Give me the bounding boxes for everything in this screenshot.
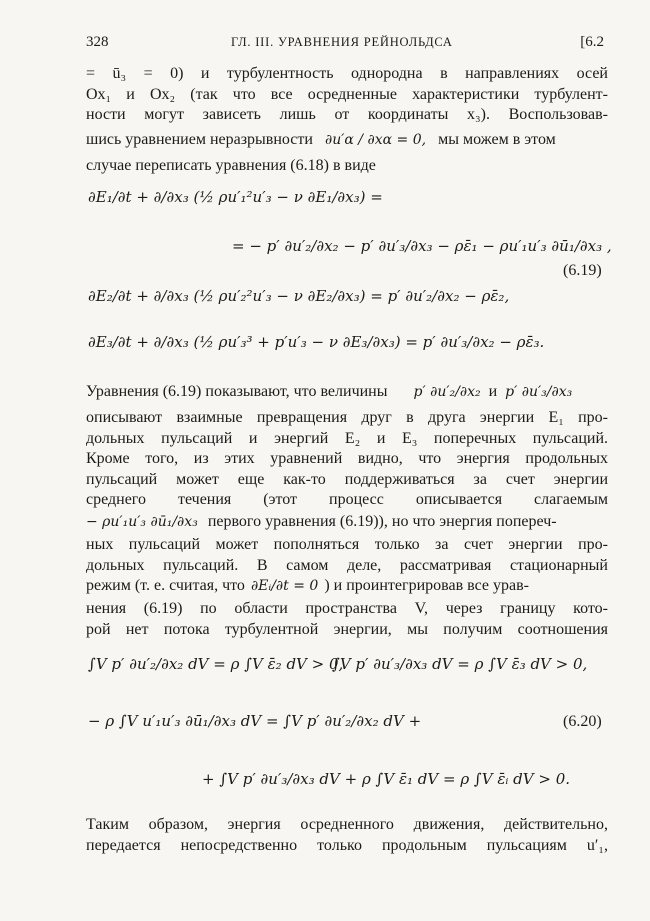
text-line: рой нет потока турбулентной энергии, мы получим соотношения xyxy=(86,620,608,638)
text-line: пульсаций может еще как-то поддерживаться за счет энергии xyxy=(86,470,608,488)
equation-label-6-20: (6.20) xyxy=(563,713,602,730)
text-line: случае переписать уравнения (6.18) в виде xyxy=(86,157,376,174)
page-header xyxy=(86,34,606,54)
text-line: нения (6.19) по области пространства V, через границу кото- xyxy=(86,600,608,617)
paragraph-intro xyxy=(86,64,608,126)
text-line: ных пульсаций может пополняться только за счет энергии про- xyxy=(86,536,608,553)
production-term-line xyxy=(86,512,608,533)
paragraph-conclusion xyxy=(86,815,608,856)
stationary-condition: ∂Eᵢ/∂t = 0 xyxy=(250,578,319,594)
equation-2: ∂E₂/∂t + ∂/∂x₃ (½ ρu′₂²u′₃ − ν ∂E₂/∂x₃) = p′ ∂u′₂/∂x₂ − ρε̄₂, xyxy=(88,287,510,305)
pressure-strain-term-2: p′ ∂u′₂/∂x₂ xyxy=(413,384,481,400)
text-line: дольных пульсаций и энергий E₂ и E₃ поперечных пульсаций. xyxy=(86,429,608,447)
paragraph-analysis xyxy=(86,408,608,511)
text-line: передается непосредственно только продольным пульсациям u′₁, xyxy=(86,836,608,854)
page-number: 328 xyxy=(86,34,109,50)
text-line: среднего течения (этот процесс описывается слагаемым xyxy=(86,491,608,509)
paragraph-analysis-first-line xyxy=(86,382,608,403)
continuity-line xyxy=(86,130,608,151)
paragraph-analysis-cont xyxy=(86,535,608,576)
integral-relation-2: ∫V p′ ∂u′₃/∂x₃ dV = ρ ∫V ε̄₃ dV > 0, xyxy=(332,655,588,673)
production-term: − ρu′₁u′₃ ∂ū₁/∂x₃ xyxy=(86,514,198,530)
text-line: Кроме того, из этих уравнений видно, что энергия продольных xyxy=(86,450,608,468)
text-line: описывают взаимные превращения друг в друга энергии E₁ про- xyxy=(86,409,608,426)
stationary-condition-line xyxy=(86,576,608,597)
pressure-strain-term-3: p′ ∂u′₃/∂x₃ xyxy=(505,384,573,400)
running-title: ГЛ. III. УРАВНЕНИЯ РЕЙНОЛЬДСА xyxy=(231,35,453,49)
paragraph-analysis-end xyxy=(86,599,608,640)
text-fragment: ) и проинтегрировав все урав- xyxy=(324,577,529,594)
text-line-wrapper xyxy=(86,156,608,177)
text-line: ности могут зависеть лишь от координаты x₃). Воспользовав- xyxy=(86,106,608,124)
continuity-equation: ∂u′α / ∂xα = 0, xyxy=(324,132,427,148)
equation-1-left: ∂E₁/∂t + ∂/∂x₃ (½ ρu′₁²u′₃ − ν ∂E₁/∂x₃) = xyxy=(88,188,383,206)
integral-relation-3: − ρ ∫V u′₁u′₃ ∂ū₁/∂x₃ dV = ∫V p′ ∂u′₂/∂x₂ dV + xyxy=(88,712,422,730)
integral-relation-1: ∫V p′ ∂u′₂/∂x₂ dV = ρ ∫V ε̄₂ dV > 0, xyxy=(88,655,344,673)
text-line: = ū₃ = 0) и турбулентность однородна в направлениях осей xyxy=(86,65,608,82)
text-line: Таким образом, энергия осредненного движения, действительно, xyxy=(86,816,608,833)
equation-3: ∂E₃/∂t + ∂/∂x₃ (½ ρu′₃³ + p′u′₃ − ν ∂E₃/∂x₃) = p′ ∂u′₃/∂x₂ − ρε̄₃. xyxy=(88,333,545,351)
integral-relation-4: + ∫V p′ ∂u′₃/∂x₃ dV + ρ ∫V ε̄₁ dV = ρ ∫V ε̄ᵢ dV > 0. xyxy=(202,770,571,788)
text-fragment: мы можем в этом xyxy=(438,131,556,148)
text-fragment: первого уравнения (6.19)), но что энергия попереч- xyxy=(207,513,557,530)
text-fragment: и xyxy=(488,383,498,400)
text-fragment: Уравнения (6.19) показывают, что величины xyxy=(86,383,388,400)
text-fragment: режим (т. е. считая, что xyxy=(86,577,245,594)
equation-1-right: = − p′ ∂u′₂/∂x₂ − p′ ∂u′₃/∂x₃ − ρε̄₁ − ρu′₁u′₃ ∂ū₁/∂x₃ , xyxy=(232,237,612,255)
text-line: Ox₁ и Ox₂ (так что все осредненные характеристики турбулент- xyxy=(86,85,608,103)
text-fragment: шись уравнением неразрывности xyxy=(86,131,313,148)
equation-label-6-19: (6.19) xyxy=(563,262,602,279)
text-line: дольных пульсаций. В самом деле, рассматривая стационарный xyxy=(86,556,608,574)
section-number: [6.2 xyxy=(580,34,604,50)
